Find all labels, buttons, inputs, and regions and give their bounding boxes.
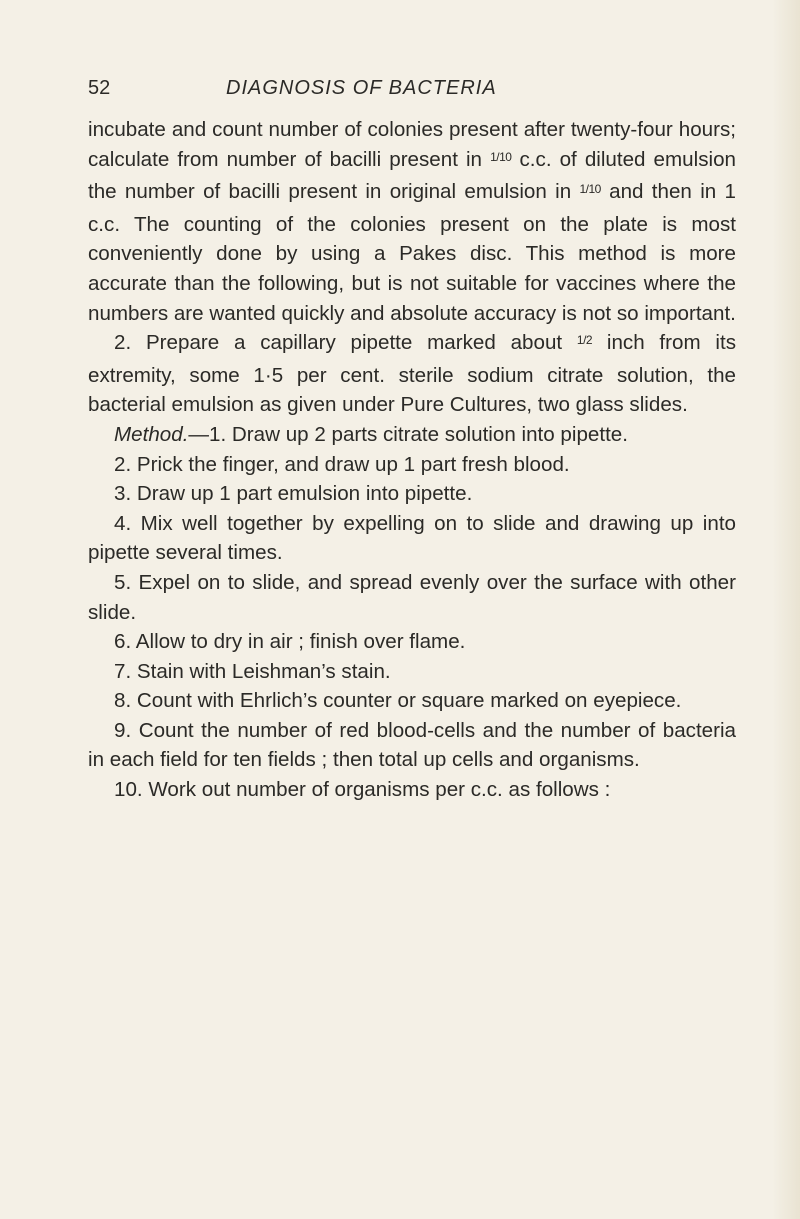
method-step: 4. Mix well together by expelling on to slide and drawing up into pipette several times. bbox=[88, 511, 736, 565]
method-step: 3. Draw up 1 part emulsion into pipette. bbox=[114, 482, 473, 506]
preparation-paragraph: 2. Prepare a capillary pipette marked about $^{1/2}$ inch from its extremity, some 1·5 per cent. sterile sodium citrate solution, the bacterial emulsion as given under Pure Cultures, two glass slides. bbox=[88, 331, 736, 417]
method-step: 8. Count with Ehrlich’s counter or square marked on eyepiece. bbox=[114, 689, 682, 713]
method-step: 10. Work out number of organisms per c.c. as follows : bbox=[114, 778, 611, 802]
fraction-one-tenth: 1/10 bbox=[579, 182, 601, 197]
method-label: Method. bbox=[114, 422, 189, 446]
fraction-one-half: 1/2 bbox=[576, 333, 593, 348]
method-step: 5. Expel on to slide, and spread evenly over the surface with other slide. bbox=[88, 570, 736, 624]
method-step: 7. Stain with Leishman’s stain. bbox=[114, 659, 391, 683]
page-edge-shadow bbox=[772, 0, 800, 1219]
method-step: 6. Allow to dry in air ; finish over flame. bbox=[114, 630, 466, 654]
method-step: Method.—1. Draw up 2 parts citrate solution into pipette. bbox=[114, 422, 628, 446]
page-body bbox=[88, 115, 736, 805]
method-step: 9. Count the number of red blood-cells and the number of bacteria in each field for ten fields ; then total up cells and organisms. bbox=[88, 718, 736, 772]
fraction-one-tenth: 1/10 bbox=[490, 149, 512, 164]
page-number: 52 bbox=[88, 77, 111, 99]
continued-paragraph: incubate and count number of colonies present after twenty-four hours; calculate from number of bacilli present in $^{1/10}$ c.c. of diluted emulsion the number of bacilli present in original emulsion in $^{1/10}$ and then in 1 c.c. The counting of the colonies present on the plate is most conveniently done by using a Pakes disc. This method is more accurate than the following, but is not suitable for vaccines where the numbers are wanted quickly and absolute accuracy is not so important. bbox=[88, 118, 736, 325]
method-step: 2. Prick the finger, and draw up 1 part fresh blood. bbox=[114, 452, 570, 476]
running-title: DIAGNOSIS OF BACTERIA bbox=[226, 77, 497, 99]
